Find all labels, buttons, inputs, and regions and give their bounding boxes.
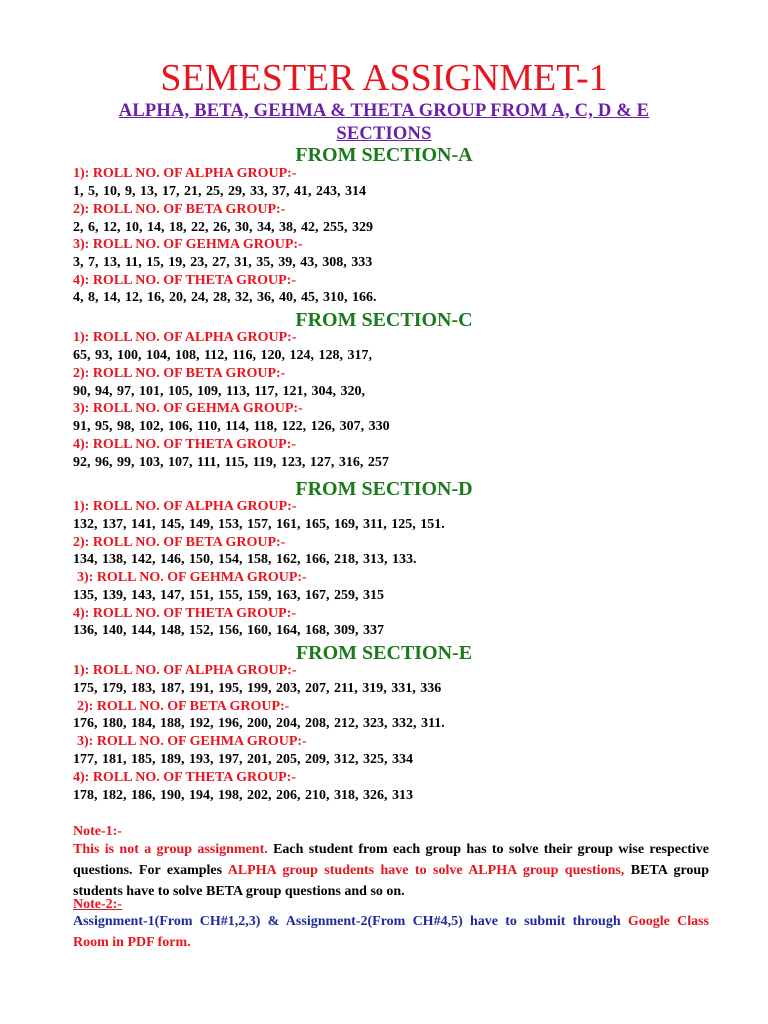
section-e-heading: FROM SECTION-E [295,642,473,664]
section-e-alpha-label: 1): ROLL NO. OF ALPHA GROUP:- [73,663,297,678]
section-d-beta-label: 2): ROLL NO. OF BETA GROUP:- [73,535,286,550]
note-2-emphasis: Google Class Room in PDF form. [73,914,709,950]
section-d-beta-rolls: 134, 138, 142, 146, 150, 154, 158, 162, 166, 218, 313, 133. [73,552,417,567]
section-c-beta-rolls: 90, 94, 97, 101, 105, 109, 113, 117, 121, 304, 320, [73,384,365,399]
section-c-gehma-label: 3): ROLL NO. OF GEHMA GROUP:- [73,401,303,416]
section-c-alpha-label: 1): ROLL NO. OF ALPHA GROUP:- [73,330,297,345]
section-e-theta-rolls: 178, 182, 186, 190, 194, 198, 202, 206, 210, 318, 326, 313 [73,788,413,803]
note-2-body [73,911,709,953]
section-c-alpha-rolls: 65, 93, 100, 104, 108, 112, 116, 120, 124, 128, 317, [73,348,372,363]
section-e-gehma-rolls: 177, 181, 185, 189, 193, 197, 201, 205, 209, 312, 325, 334 [73,752,413,767]
section-c-gehma-rolls: 91, 95, 98, 102, 106, 110, 114, 118, 122, 126, 307, 330 [73,419,390,434]
page-subtitle: ALPHA, BETA, GEHMA & THETA GROUP FROM A, C, D & E SECTIONS [118,101,650,144]
section-d-alpha-rolls: 132, 137, 141, 145, 149, 153, 157, 161, 165, 169, 311, 125, 151. [73,517,445,532]
section-d-theta-label: 4): ROLL NO. OF THETA GROUP:- [73,606,296,621]
note-1-heading: Note-1:- [73,824,122,839]
section-a-beta-rolls: 2, 6, 12, 10, 14, 18, 22, 26, 30, 34, 38, 42, 255, 329 [73,220,373,235]
section-c-beta-label: 2): ROLL NO. OF BETA GROUP:- [73,366,286,381]
section-a-gehma-rolls: 3, 7, 13, 11, 15, 19, 23, 27, 31, 35, 39, 43, 308, 333 [73,255,373,270]
section-c-theta-label: 4): ROLL NO. OF THETA GROUP:- [73,437,296,452]
section-d-alpha-label: 1): ROLL NO. OF ALPHA GROUP:- [73,499,297,514]
section-a-heading: FROM SECTION-A [295,144,473,166]
section-d-heading: FROM SECTION-D [295,478,473,500]
note-1-emphasis: This is not a group assignment. [73,842,268,857]
section-d-gehma-label: 3): ROLL NO. OF GEHMA GROUP:- [77,570,307,585]
note-2-text: Assignment-1(From CH#1,2,3) & Assignment-2(From CH#4,5) have to submit through [73,914,628,929]
section-c-theta-rolls: 92, 96, 99, 103, 107, 111, 115, 119, 123, 127, 316, 257 [73,455,389,470]
section-c-heading: FROM SECTION-C [295,309,473,331]
note-1-text-end: BETA group students have to solve BETA group questions and so on. [73,863,709,899]
section-a-beta-label: 2): ROLL NO. OF BETA GROUP:- [73,202,286,217]
note-1-example: ALPHA group students have to solve ALPHA group questions, [227,863,625,878]
section-e-beta-label: 2): ROLL NO. OF BETA GROUP:- [77,699,290,714]
section-e-theta-label: 4): ROLL NO. OF THETA GROUP:- [73,770,296,785]
note-1-body [73,839,709,902]
section-a-gehma-label: 3): ROLL NO. OF GEHMA GROUP:- [73,237,303,252]
section-e-gehma-label: 3): ROLL NO. OF GEHMA GROUP:- [77,734,307,749]
page-title: SEMESTER ASSIGNMET-1 [160,57,608,99]
section-e-beta-rolls: 176, 180, 184, 188, 192, 196, 200, 204, 208, 212, 323, 332, 311. [73,716,445,731]
section-d-gehma-rolls: 135, 139, 143, 147, 151, 155, 159, 163, 167, 259, 315 [73,588,384,603]
section-a-theta-rolls: 4, 8, 14, 12, 16, 20, 24, 28, 32, 36, 40, 45, 310, 166. [73,290,377,305]
note-1-text: Each student from each group has to solve their group wise respective questions. For examples [73,842,709,878]
section-a-alpha-label: 1): ROLL NO. OF ALPHA GROUP:- [73,166,297,181]
section-e-alpha-rolls: 175, 179, 183, 187, 191, 195, 199, 203, 207, 211, 319, 331, 336 [73,681,442,696]
section-d-theta-rolls: 136, 140, 144, 148, 152, 156, 160, 164, 168, 309, 337 [73,623,384,638]
section-a-theta-label: 4): ROLL NO. OF THETA GROUP:- [73,273,296,288]
note-2-heading: Note-2:- [73,897,122,912]
section-a-alpha-rolls: 1, 5, 10, 9, 13, 17, 21, 25, 29, 33, 37, 41, 243, 314 [73,184,366,199]
